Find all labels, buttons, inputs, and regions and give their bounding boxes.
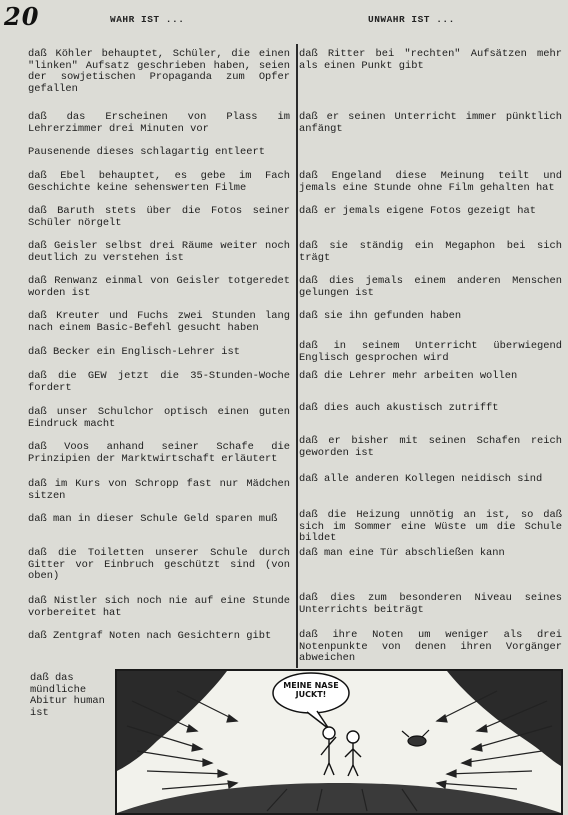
wahr-entry-17: daß Zentgraf Noten nach Gesichtern gibt — [28, 630, 272, 642]
header-wahr: WAHR IST ... — [110, 14, 185, 25]
unwahr-entry-17: daß ihre Noten um weniger als drei Notenpunkte von denen ihren Vorgänger abweichen — [299, 629, 562, 665]
unwahr-entry-14: daß die Heizung unnötig an ist, so daß sich im Sommer eine Wüste um die Schule bildet — [299, 509, 562, 545]
speech-bubble-text: MEINE NASE JUCKT! — [283, 681, 339, 699]
unwahr-entry-6: daß sie ständig ein Megaphon bei sich trägt — [299, 240, 562, 264]
unwahr-entry-10: daß die Lehrer mehr arbeiten wollen — [299, 370, 518, 382]
bottom-entry: daß das mündliche Abitur human ist — [30, 672, 105, 719]
wahr-entry-3: Pausenende dieses schlagartig entleert — [28, 146, 265, 158]
wahr-entry-13: daß im Kurs von Schropp fast nur Mädchen sitzen — [28, 478, 290, 502]
wahr-entry-4: daß Ebel behauptet, es gebe im Fach Geschichte keine sehenswerten Filme — [28, 170, 290, 194]
wahr-entry-16: daß Nistler sich noch nie auf eine Stunde vorbereitet hat — [28, 595, 290, 619]
page-number: 20 — [4, 2, 40, 31]
unwahr-entry-1: daß Ritter bei "rechten" Aufsätzen mehr als einen Punkt gibt — [299, 48, 562, 72]
wahr-entry-10: daß die GEW jetzt die 35-Stunden-Woche fordert — [28, 370, 290, 394]
unwahr-entry-8: daß sie ihn gefunden haben — [299, 310, 462, 322]
wahr-entry-14: daß man in dieser Schule Geld sparen muß — [28, 513, 278, 525]
unwahr-entry-11: daß dies auch akustisch zutrifft — [299, 402, 499, 414]
wahr-entry-7: daß Renwanz einmal von Geisler totgeredet worden ist — [28, 275, 290, 299]
unwahr-entry-15: daß man eine Tür abschließen kann — [299, 547, 505, 559]
wahr-entry-15: daß die Toiletten unserer Schule durch Gitter vor Einbruch geschützt sind (von oben) — [28, 547, 290, 583]
unwahr-entry-7: daß dies jemals einem anderen Menschen gelungen ist — [299, 275, 562, 299]
unwahr-entry-13: daß alle anderen Kollegen neidisch sind — [299, 473, 543, 485]
column-divider — [296, 44, 298, 668]
wahr-entry-5: daß Baruth stets über die Fotos seiner Schüler nörgelt — [28, 205, 290, 229]
wahr-entry-12: daß Voos anhand seiner Schafe die Prinzipien der Marktwirtschaft erläutert — [28, 441, 290, 465]
unwahr-entry-12: daß er bisher mit seinen Schafen reich geworden ist — [299, 435, 562, 459]
unwahr-entry-4: daß Engeland diese Meinung teilt und jemals eine Stunde ohne Film gehalten hat — [299, 170, 562, 194]
unwahr-entry-5: daß er jemals eigene Fotos gezeigt hat — [299, 205, 536, 217]
header-unwahr: UNWAHR IST ... — [368, 14, 455, 25]
wahr-entry-1: daß Köhler behauptet, Schüler, die einen "linken" Aufsatz geschrieben haben, seien der sowjetischen Propaganda zum Opfer gefallen — [28, 48, 290, 95]
cartoon — [115, 669, 563, 815]
wahr-entry-8: daß Kreuter und Fuchs zwei Stunden lang nach einem Basic-Befehl gesucht haben — [28, 310, 290, 334]
wahr-entry-9: daß Becker ein Englisch-Lehrer ist — [28, 346, 241, 358]
unwahr-entry-9: daß in seinem Unterricht überwiegend Englisch gesprochen wird — [299, 340, 562, 364]
unwahr-entry-2: daß er seinen Unterricht immer pünktlich anfängt — [299, 111, 562, 135]
unwahr-entry-16: daß dies zum besonderen Niveau seines Unterrichts beiträgt — [299, 592, 562, 616]
wahr-entry-11: daß unser Schulchor optisch einen guten Eindruck macht — [28, 406, 290, 430]
wahr-entry-6: daß Geisler selbst drei Räume weiter noch deutlich zu verstehen ist — [28, 240, 290, 264]
wahr-entry-2: daß das Erscheinen von Plass im Lehrerzimmer drei Minuten vor — [28, 111, 290, 135]
